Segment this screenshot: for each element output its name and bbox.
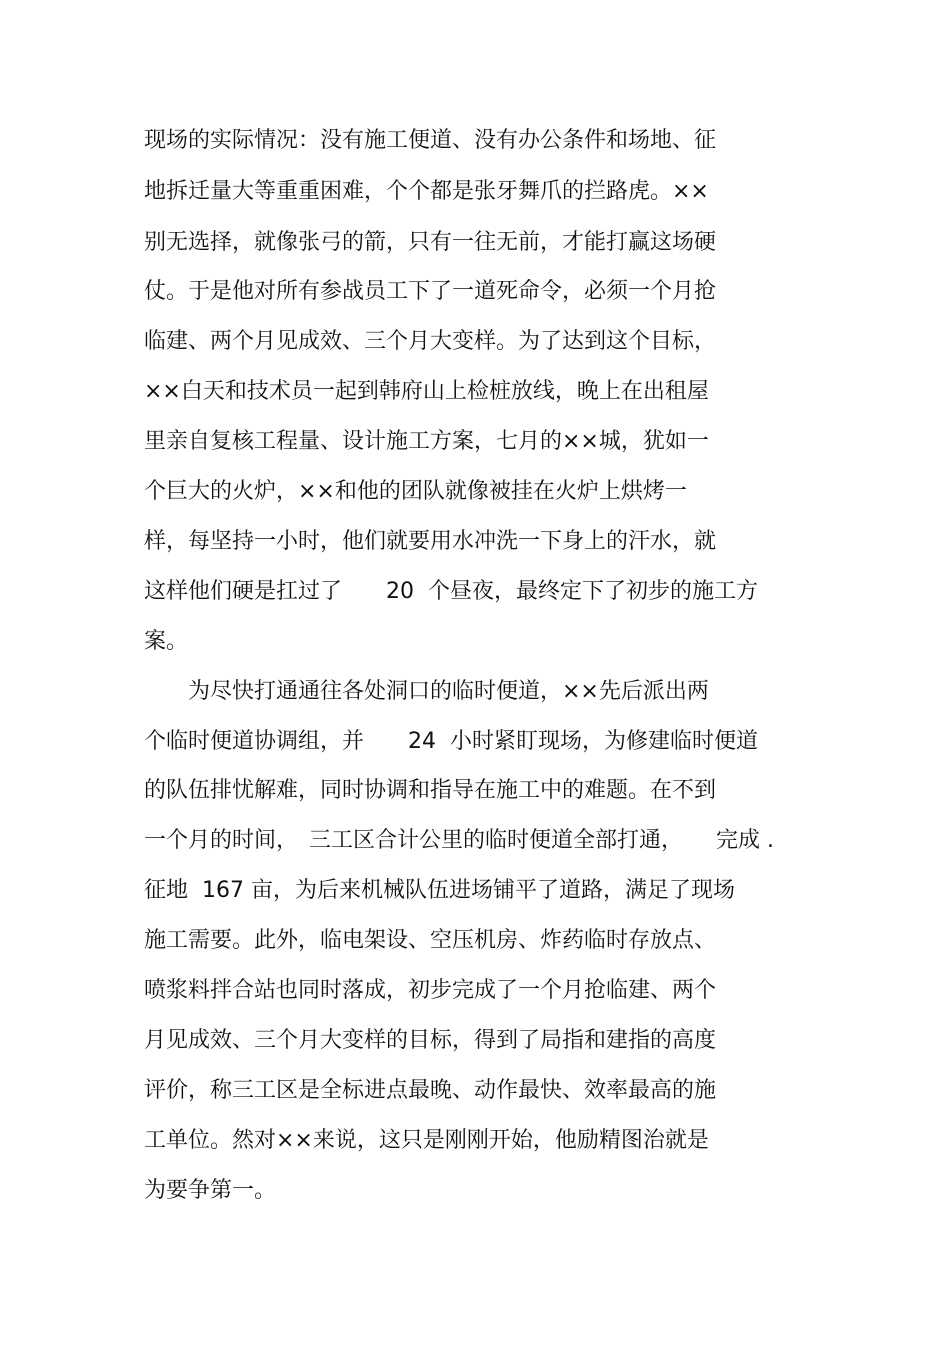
text-line: 评价，称三工区是全标进点最晚、动作最快、效率最高的施 — [144, 1078, 717, 1103]
text-line: 个临时便道协调组，并 24 小时紧盯现场，为修建临时便道 — [144, 729, 758, 754]
text-line: 一个月的时间， 三工区合计公里的临时便道全部打通， 完成 . — [144, 828, 774, 853]
text-line: 样，每坚持一小时，他们就要用水冲洗一下身上的汗水，就 — [144, 529, 717, 554]
text-line: 喷浆料拌合站也同时落成，初步完成了一个月抢临建、两个 — [144, 978, 717, 1003]
text-line: 地拆迁量大等重重困难，个个都是张牙舞爪的拦路虎。×× — [144, 179, 709, 204]
text-line: 别无选择，就像张弓的箭，只有一往无前，才能打赢这场硬 — [144, 230, 717, 255]
text-line: 个巨大的火炉，××和他的团队就像被挂在火炉上烘烤一 — [144, 479, 687, 504]
text-line: 里亲自复核工程量、设计施工方案，七月的××城，犹如一 — [144, 429, 709, 454]
text-line: 为要争第一。 — [144, 1178, 277, 1203]
text-line: 施工需要。此外，临电架设、空压机房、炸药临时存放点、 — [144, 928, 717, 953]
text-line: 这样他们硬是扛过了 20 个昼夜，最终定下了初步的施工方 — [144, 579, 758, 604]
text-line: 仗。于是他对所有参战员工下了一道死命令，必须一个月抢 — [144, 279, 717, 304]
text-line: 为尽快打通通往各处洞口的临时便道，××先后派出两 — [144, 679, 709, 704]
text-line: 的队伍排忧解难，同时协调和指导在施工中的难题。在不到 — [144, 778, 717, 803]
text-line: 案。 — [144, 629, 189, 654]
text-line: 现场的实际情况：没有施工便道、没有办公条件和场地、征 — [144, 128, 717, 153]
text-line: 月见成效、三个月大变样的目标，得到了局指和建指的高度 — [144, 1028, 717, 1053]
text-line: 征地 167 亩，为后来机械队伍进场铺平了道路，满足了现场 — [144, 878, 735, 903]
text-line: ××白天和技术员一起到韩府山上检桩放线，晚上在出租屋 — [144, 379, 709, 404]
text-line: 临建、两个月见成效、三个月大变样。为了达到这个目标， — [144, 329, 717, 354]
text-line: 工单位。然对××来说，这只是刚刚开始，他励精图治就是 — [144, 1128, 709, 1153]
